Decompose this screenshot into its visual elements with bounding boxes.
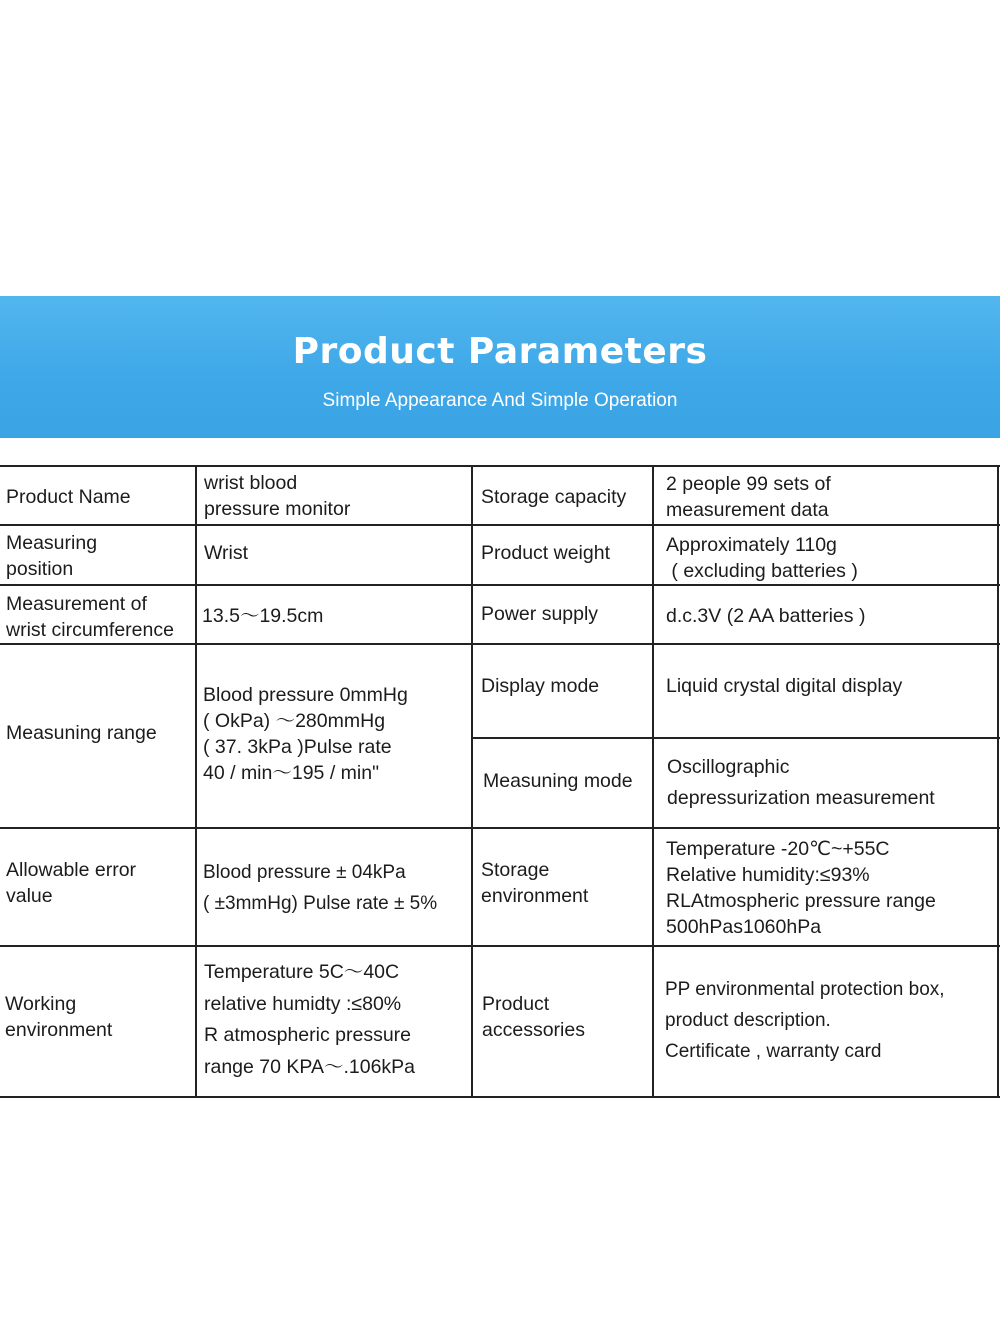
cell-text: Wrist	[204, 542, 249, 564]
table-row-divider	[472, 737, 1000, 739]
cell-text: accessories	[482, 1019, 585, 1041]
table-border-top	[0, 465, 1000, 467]
cell-text: Temperature 5C〜40C	[204, 961, 400, 983]
cell-text: PP environmental protection box,	[665, 979, 945, 1000]
storage-environment-value	[666, 836, 936, 940]
wrist-circumference-label	[6, 591, 174, 643]
measuring-position-label	[6, 530, 97, 582]
power-supply-label	[481, 601, 598, 627]
cell-text: product description.	[665, 1010, 831, 1031]
product-accessories-label	[482, 991, 585, 1043]
cell-text: Temperature -20℃~+55C	[666, 838, 890, 860]
cell-text: 13.5〜19.5cm	[202, 605, 324, 627]
page-title: Product Parameters	[292, 331, 708, 372]
product-accessories-value	[665, 974, 945, 1067]
power-supply-value	[666, 603, 865, 629]
table-column-divider	[652, 465, 654, 1098]
storage-environment-label	[481, 857, 588, 909]
cell-text: wrist blood	[204, 472, 298, 494]
table-row-divider	[0, 524, 1000, 526]
working-environment-label	[5, 991, 112, 1043]
measuring-mode-value	[667, 752, 935, 814]
storage-capacity-label	[481, 484, 626, 510]
working-environment-value	[204, 957, 415, 1083]
product-name-label	[6, 484, 131, 510]
cell-text: Blood pressure ± 04kPa	[203, 862, 406, 883]
measuring-mode-label	[483, 768, 633, 794]
cell-text: pressure monitor	[204, 498, 351, 520]
measuring-range-value	[203, 682, 408, 786]
allowable-error-value	[203, 857, 437, 919]
table-column-divider	[195, 465, 197, 1098]
storage-capacity-value	[666, 471, 831, 523]
cell-text: ( ±3mmHg) Pulse rate ± 5%	[203, 893, 438, 914]
cell-text: measurement data	[666, 499, 829, 521]
display-mode-label	[481, 673, 599, 699]
cell-text: 500hPas1060hPa	[666, 916, 822, 938]
cell-text: Display mode	[481, 675, 600, 697]
cell-text: Allowable error	[6, 859, 137, 881]
cell-text: Relative humidity:≤93%	[666, 864, 870, 886]
product-weight-value	[666, 532, 858, 584]
cell-text: position	[6, 558, 74, 580]
cell-text: ( 37. 3kPa )Pulse rate	[203, 736, 392, 758]
cell-text: Certificate , warranty card	[665, 1041, 882, 1062]
cell-text: Approximately 110g	[666, 534, 837, 556]
cell-text: Working	[5, 993, 77, 1015]
cell-text: Measuning mode	[483, 770, 633, 792]
wrist-circumference-value	[202, 603, 323, 629]
table-column-divider	[471, 465, 473, 1098]
table-row-divider	[0, 643, 1000, 645]
cell-text: 2 people 99 sets of	[666, 473, 831, 495]
display-mode-value	[666, 673, 902, 699]
product-name-value	[204, 470, 350, 522]
table-border-right	[997, 465, 999, 1098]
cell-text: Storage	[481, 859, 550, 881]
page-subtitle: Simple Appearance And Simple Operation	[322, 390, 678, 411]
allowable-error-label	[6, 857, 136, 909]
cell-text: R atmospheric pressure	[204, 1024, 411, 1046]
cell-text: Liquid crystal digital display	[666, 675, 903, 697]
cell-text: RLAtmospheric pressure range	[666, 890, 936, 912]
cell-text: Power supply	[481, 603, 599, 625]
cell-text: Oscillographic	[667, 756, 790, 778]
cell-text: Measuring	[6, 532, 98, 554]
cell-text: environment	[481, 885, 589, 907]
cell-text: environment	[5, 1019, 113, 1041]
cell-text: d.c.3V (2 AA batteries )	[666, 605, 866, 627]
cell-text: depressurization measurement	[667, 787, 935, 809]
cell-text: Blood pressure 0mmHg	[203, 684, 408, 706]
cell-text: Measurement of	[6, 593, 147, 615]
cell-text: Product weight	[481, 542, 610, 564]
table-row-divider	[0, 827, 1000, 829]
table-border-bottom	[0, 1096, 1000, 1098]
cell-text: Storage capacity	[481, 486, 627, 508]
cell-text: ( excluding batteries )	[666, 560, 858, 582]
cell-text: wrist circumference	[6, 619, 174, 641]
cell-text: relative humidty :≤80%	[204, 992, 402, 1015]
cell-text: Measuning range	[6, 722, 157, 744]
cell-text: Product Name	[6, 486, 131, 508]
table-row-divider	[0, 945, 1000, 947]
cell-text: range 70 KPA〜.106kPa	[204, 1055, 416, 1078]
cell-text: ( OkPa) 〜280mmHg	[203, 710, 386, 732]
measuring-position-value	[204, 540, 248, 566]
product-weight-label	[481, 540, 610, 566]
cell-text: value	[6, 885, 53, 907]
cell-text: Product	[482, 993, 550, 1015]
table-row-divider	[0, 584, 1000, 586]
measuring-range-label	[6, 720, 157, 746]
cell-text: 40 / min〜195 / min"	[203, 762, 379, 784]
